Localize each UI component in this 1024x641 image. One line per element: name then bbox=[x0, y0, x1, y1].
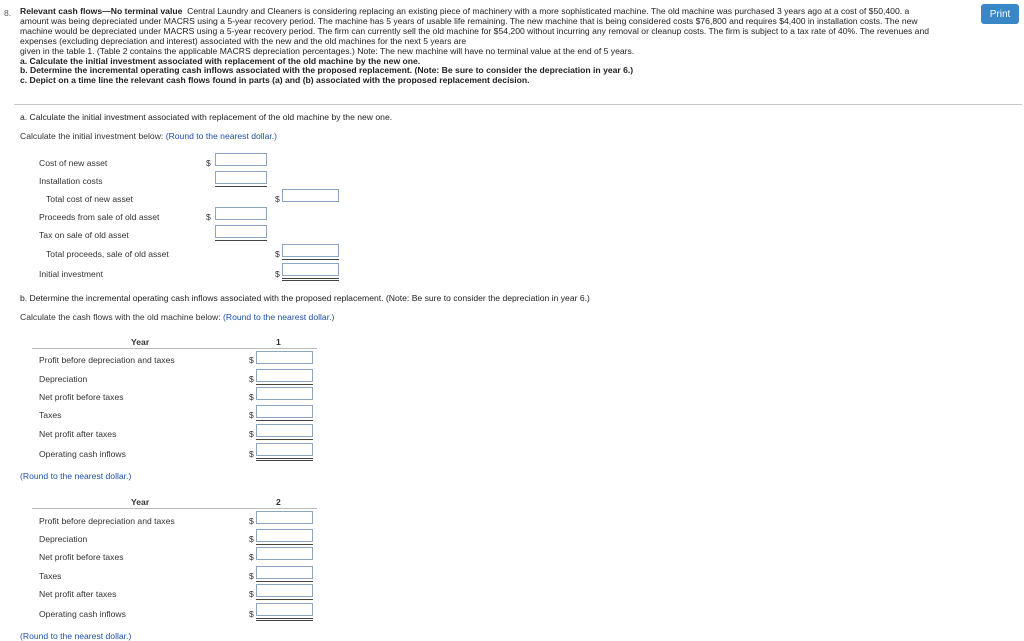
subtotal-line bbox=[256, 439, 313, 440]
print-button[interactable]: Print bbox=[981, 4, 1019, 24]
double-underline bbox=[256, 458, 313, 459]
operating-cash-inflows-y1-input[interactable] bbox=[256, 443, 313, 456]
problem-line-1: Central Laundry and Cleaners is considering replacing an existing piece of machinery with a more sophisticated machine. The old machine was purchased 3 years ago at a cost of $50,400. a bbox=[187, 6, 910, 16]
taxes-y1-input[interactable] bbox=[256, 405, 313, 418]
section-b-prompt-line bbox=[20, 312, 334, 322]
net-profit-after-tax-y1-input[interactable] bbox=[256, 424, 313, 437]
dollar-sign: $ bbox=[249, 609, 254, 619]
problem-statement bbox=[20, 7, 1005, 86]
double-underline bbox=[256, 460, 313, 461]
net-profit-before-tax-y1-input[interactable] bbox=[256, 387, 313, 400]
row-depreciation-y2: Depreciation bbox=[39, 534, 88, 544]
dollar-sign: $ bbox=[249, 410, 254, 420]
section-b-round-note: (Round to the nearest dollar.) bbox=[223, 312, 335, 322]
dollar-sign: $ bbox=[249, 534, 254, 544]
depreciation-y1-input[interactable] bbox=[256, 369, 313, 382]
section-divider bbox=[14, 104, 1022, 105]
dollar-sign: $ bbox=[275, 269, 280, 279]
proceeds-old-asset-input[interactable] bbox=[215, 207, 267, 220]
row-taxes-y2: Taxes bbox=[39, 571, 62, 581]
double-underline bbox=[282, 280, 339, 281]
subtotal-line bbox=[282, 259, 339, 260]
section-a-round-note: (Round to the nearest dollar.) bbox=[165, 131, 278, 141]
row-proceeds-old-asset: Proceeds from sale of old asset bbox=[39, 212, 160, 222]
round-note-y2: (Round to the nearest dollar.) bbox=[20, 631, 132, 641]
profit-before-dep-y1-input[interactable] bbox=[256, 351, 313, 364]
year-number-1: 1 bbox=[276, 337, 281, 347]
dollar-sign: $ bbox=[249, 429, 254, 439]
section-b-heading: b. Determine the incremental operating cash inflows associated with the proposed replacement. (Note: Be sure to consider the depreciation in year 6.) bbox=[20, 293, 590, 303]
problem-part-c: c. Depict on a time line the relevant cash flows found in parts (a) and (b) associated with the proposed replacement decision. bbox=[20, 75, 530, 86]
row-total-cost-new: Total cost of new asset bbox=[46, 194, 133, 204]
initial-investment-input[interactable] bbox=[282, 263, 339, 276]
depreciation-y2-input[interactable] bbox=[256, 529, 313, 542]
row-installation-costs: Installation costs bbox=[39, 176, 103, 186]
total-cost-new-input[interactable] bbox=[282, 189, 339, 202]
question-number: 8. bbox=[4, 8, 12, 18]
row-net-profit-before-tax-y2: Net profit before taxes bbox=[39, 552, 124, 562]
row-initial-investment: Initial investment bbox=[39, 269, 104, 279]
subtotal-line bbox=[215, 240, 267, 241]
subtotal-line bbox=[256, 599, 313, 600]
section-a-prompt: Calculate the initial investment below: bbox=[20, 131, 164, 141]
problem-line-4: expenses (excluding depreciation and interest) associated with the new and the old machines for the next 5 years are bbox=[20, 35, 467, 46]
installation-costs-input[interactable] bbox=[215, 171, 267, 184]
problem-line-3: machine would be depreciated under MACRS using a 5-year recovery period. The firm can currently sell the old machine for $54,200 without incurring any removal or cleanup costs. The firm is subject to a tax rate of 40%. The revenues and bbox=[20, 25, 930, 36]
dollar-sign: $ bbox=[275, 194, 280, 204]
cost-new-asset-input[interactable] bbox=[215, 153, 267, 166]
dollar-sign: $ bbox=[206, 158, 211, 168]
row-operating-cash-inflows-y1: Operating cash inflows bbox=[39, 449, 126, 459]
subtotal-line bbox=[256, 581, 313, 582]
double-underline bbox=[282, 278, 339, 279]
dollar-sign: $ bbox=[249, 571, 254, 581]
table-header-rule bbox=[32, 508, 317, 509]
problem-line-5[interactable]: given in the table 1. (Table 2 contains the applicable MACRS depreciation percentages.) Note: The new machine will have no terminal value at the end of 5 years. bbox=[20, 45, 635, 56]
problem-line-2: amount was being depreciated under MACRS using a 5-year recovery period. The machine has 5 years of usable life remaining. The new machine that is being considered costs $76,800 and requires $4,400 in installation costs. The new bbox=[20, 15, 918, 26]
row-net-profit-before-tax-y1: Net profit before taxes bbox=[39, 392, 124, 402]
year-header: Year bbox=[131, 497, 150, 507]
round-note-y1: (Round to the nearest dollar.) bbox=[20, 471, 132, 481]
total-proceeds-old-input[interactable] bbox=[282, 244, 339, 257]
operating-cash-inflows-y2-input[interactable] bbox=[256, 603, 313, 616]
double-underline bbox=[256, 620, 313, 621]
dollar-sign: $ bbox=[249, 374, 254, 384]
row-tax-sale-old: Tax on sale of old asset bbox=[39, 230, 129, 240]
dollar-sign: $ bbox=[249, 392, 254, 402]
tax-sale-old-input[interactable] bbox=[215, 225, 267, 238]
row-profit-before-dep-y2: Profit before depreciation and taxes bbox=[39, 516, 175, 526]
section-b-prompt: Calculate the cash flows with the old machine below: bbox=[20, 312, 221, 322]
dollar-sign: $ bbox=[249, 589, 254, 599]
section-a-heading: a. Calculate the initial investment associated with replacement of the old machine by the new one. bbox=[20, 112, 393, 122]
dollar-sign: $ bbox=[206, 212, 211, 222]
row-cost-new-asset: Cost of new asset bbox=[39, 158, 108, 168]
table-header-rule bbox=[32, 348, 317, 349]
subtotal-line bbox=[256, 384, 313, 385]
row-net-profit-after-tax-y2: Net profit after taxes bbox=[39, 589, 117, 599]
dollar-sign: $ bbox=[249, 552, 254, 562]
row-taxes-y1: Taxes bbox=[39, 410, 62, 420]
taxes-y2-input[interactable] bbox=[256, 566, 313, 579]
row-total-proceeds-old: Total proceeds, sale of old asset bbox=[46, 249, 169, 259]
net-profit-after-tax-y2-input[interactable] bbox=[256, 584, 313, 597]
subtotal-line bbox=[256, 544, 313, 545]
double-underline bbox=[256, 618, 313, 619]
problem-part-b: b. Determine the incremental operating cash inflows associated with the proposed replacement. (Note: Be sure to consider the depreciation in year 6.) bbox=[20, 65, 634, 76]
subtotal-line bbox=[215, 186, 267, 187]
row-net-profit-after-tax-y1: Net profit after taxes bbox=[39, 429, 117, 439]
row-operating-cash-inflows-y2: Operating cash inflows bbox=[39, 609, 126, 619]
net-profit-before-tax-y2-input[interactable] bbox=[256, 547, 313, 560]
row-depreciation-y1: Depreciation bbox=[39, 374, 88, 384]
dollar-sign: $ bbox=[275, 249, 280, 259]
dollar-sign: $ bbox=[249, 449, 254, 459]
subtotal-line bbox=[256, 420, 313, 421]
year-number-2: 2 bbox=[276, 497, 281, 507]
problem-title: Relevant cash flows—No terminal value bbox=[20, 6, 183, 16]
profit-before-dep-y2-input[interactable] bbox=[256, 511, 313, 524]
dollar-sign: $ bbox=[249, 355, 254, 365]
dollar-sign: $ bbox=[249, 516, 254, 526]
problem-part-a: a. Calculate the initial investment associated with replacement of the old machine by the new one. bbox=[20, 55, 421, 66]
section-a-prompt-line bbox=[20, 131, 277, 141]
year-header: Year bbox=[131, 337, 150, 347]
row-profit-before-dep-y1: Profit before depreciation and taxes bbox=[39, 355, 175, 365]
